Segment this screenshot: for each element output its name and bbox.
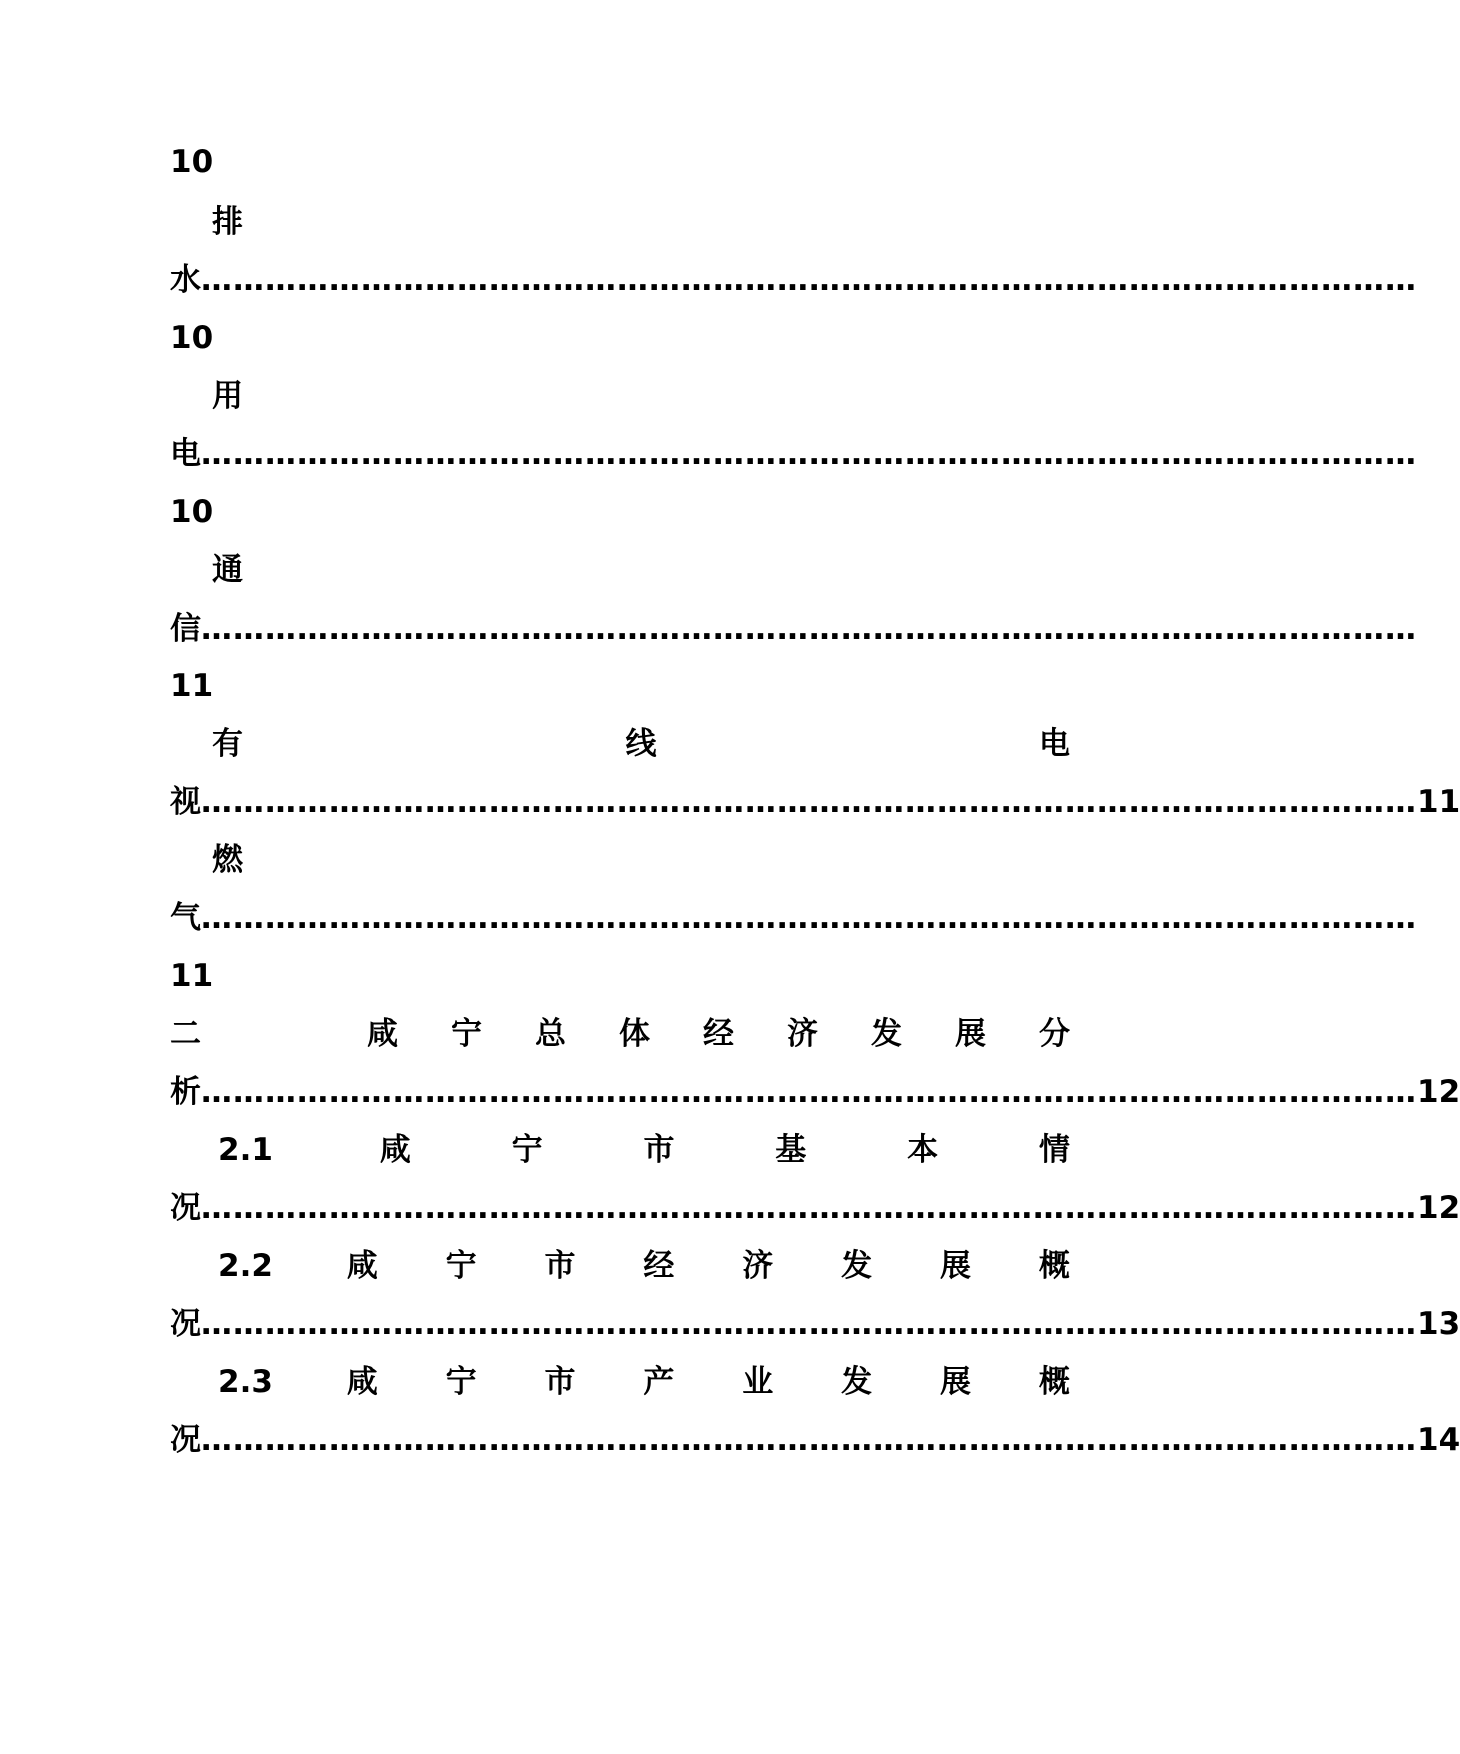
toc-char: 产 [643,1364,675,1400]
toc-entry-text: 气 [170,900,201,936]
toc-char: 体 [619,1016,650,1052]
toc-char: 概 [1038,1248,1070,1284]
toc-char: 市 [544,1248,576,1284]
toc-char: 市 [544,1364,576,1400]
toc-entry-drainage-line1: 排 [212,204,243,240]
toc-entry-power-line2[interactable] [170,434,1417,474]
toc-section-2-3-line2[interactable] [170,1420,1460,1460]
toc-leader-dots: …………………………………………………………………………………………………… [201,262,1417,298]
toc-page-number: 10 [170,320,214,356]
toc-leader-dots: …………………………………………………………………………………………………… [201,436,1417,472]
toc-page-number: 13 [1417,1306,1460,1342]
toc-char: 发 [841,1248,873,1284]
toc-page-number: 12 [1417,1074,1460,1110]
toc-section-2-1-line1 [218,1130,1070,1170]
toc-leader-dots: …………………………………………………………………………………………………… [201,1190,1417,1226]
toc-leader-dots: …………………………………………………………………………………………………… [201,611,1417,647]
toc-entry-power-line1: 用 [212,378,243,414]
toc-chapter2-line1 [170,1014,1070,1054]
toc-entry-text: 况 [170,1306,201,1342]
toc-leader-dots: …………………………………………………………………………………………………… [201,1074,1417,1110]
toc-char: 二 [170,1016,201,1052]
toc-char: 基 [775,1132,807,1168]
toc-char: 展 [940,1364,972,1400]
toc-char: 宁 [445,1248,477,1284]
toc-page-number: 11 [170,668,214,704]
toc-leader-dots: …………………………………………………………………………………………………… [201,900,1417,936]
toc-entry-tv-line2[interactable] [170,782,1460,822]
toc-char: 发 [841,1364,873,1400]
toc-section-number: 2.3 [218,1364,273,1400]
toc-entry-text: 况 [170,1422,201,1458]
toc-entry-text: 信 [170,611,201,647]
toc-char: 市 [643,1132,675,1168]
toc-char: 分 [1039,1016,1070,1052]
toc-char: 总 [535,1016,566,1052]
toc-leader-dots: …………………………………………………………………………………………………… [201,1422,1417,1458]
toc-char: 业 [742,1364,774,1400]
toc-leader-dots: …………………………………………………………………………………………………… [201,1306,1417,1342]
toc-chapter2-line2[interactable] [170,1072,1460,1112]
toc-entry-text: 视 [170,784,201,820]
toc-char: 咸 [346,1364,378,1400]
toc-entry-gas-line2[interactable] [170,898,1417,938]
toc-page-number: 10 [170,494,214,530]
toc-char: 经 [643,1248,675,1284]
toc-char: 情 [1038,1132,1070,1168]
toc-entry-text: 析 [170,1074,201,1110]
toc-page-number: 10 [170,144,214,180]
toc-entry-gas-line1: 燃 [212,842,243,878]
toc-entry-text: 况 [170,1190,201,1226]
toc-char: 有 [212,726,243,762]
toc-char: 经 [703,1016,734,1052]
toc-section-2-1-line2[interactable] [170,1188,1460,1228]
toc-char: 发 [871,1016,902,1052]
toc-char: 济 [787,1016,818,1052]
toc-char: 展 [955,1016,986,1052]
toc-page-number: 12 [1417,1190,1460,1226]
toc-char: 咸 [367,1016,398,1052]
toc-char: 济 [742,1248,774,1284]
toc-section-2-3-line1 [218,1362,1070,1402]
toc-section-number: 2.2 [218,1248,273,1284]
toc-char: 电 [1039,726,1070,762]
toc-entry-comm-line1: 通 [212,552,243,588]
toc-section-2-2-line2[interactable] [170,1304,1460,1344]
toc-page-number: 11 [170,958,214,994]
toc-char: 宁 [511,1132,543,1168]
toc-char: 展 [940,1248,972,1284]
toc-entry-comm-line2[interactable] [170,609,1417,649]
toc-char: 线 [625,726,657,762]
toc-page-number: 14 [1417,1422,1460,1458]
toc-section-number: 2.1 [218,1132,273,1168]
toc-section-2-2-line1 [218,1246,1070,1286]
toc-page-number: 11 [1417,784,1460,820]
toc-char: 概 [1038,1364,1070,1400]
toc-char: 宁 [445,1364,477,1400]
toc-entry-drainage-line2[interactable] [170,260,1417,300]
toc-entry-tv-line1 [212,724,1070,764]
toc-entry-text: 水 [170,262,201,298]
toc-entry-text: 电 [170,436,201,472]
toc-char: 本 [907,1132,939,1168]
toc-char: 咸 [346,1248,378,1284]
toc-leader-dots: …………………………………………………………………………………………………… [201,784,1417,820]
toc-char: 咸 [379,1132,411,1168]
toc-char: 宁 [451,1016,482,1052]
